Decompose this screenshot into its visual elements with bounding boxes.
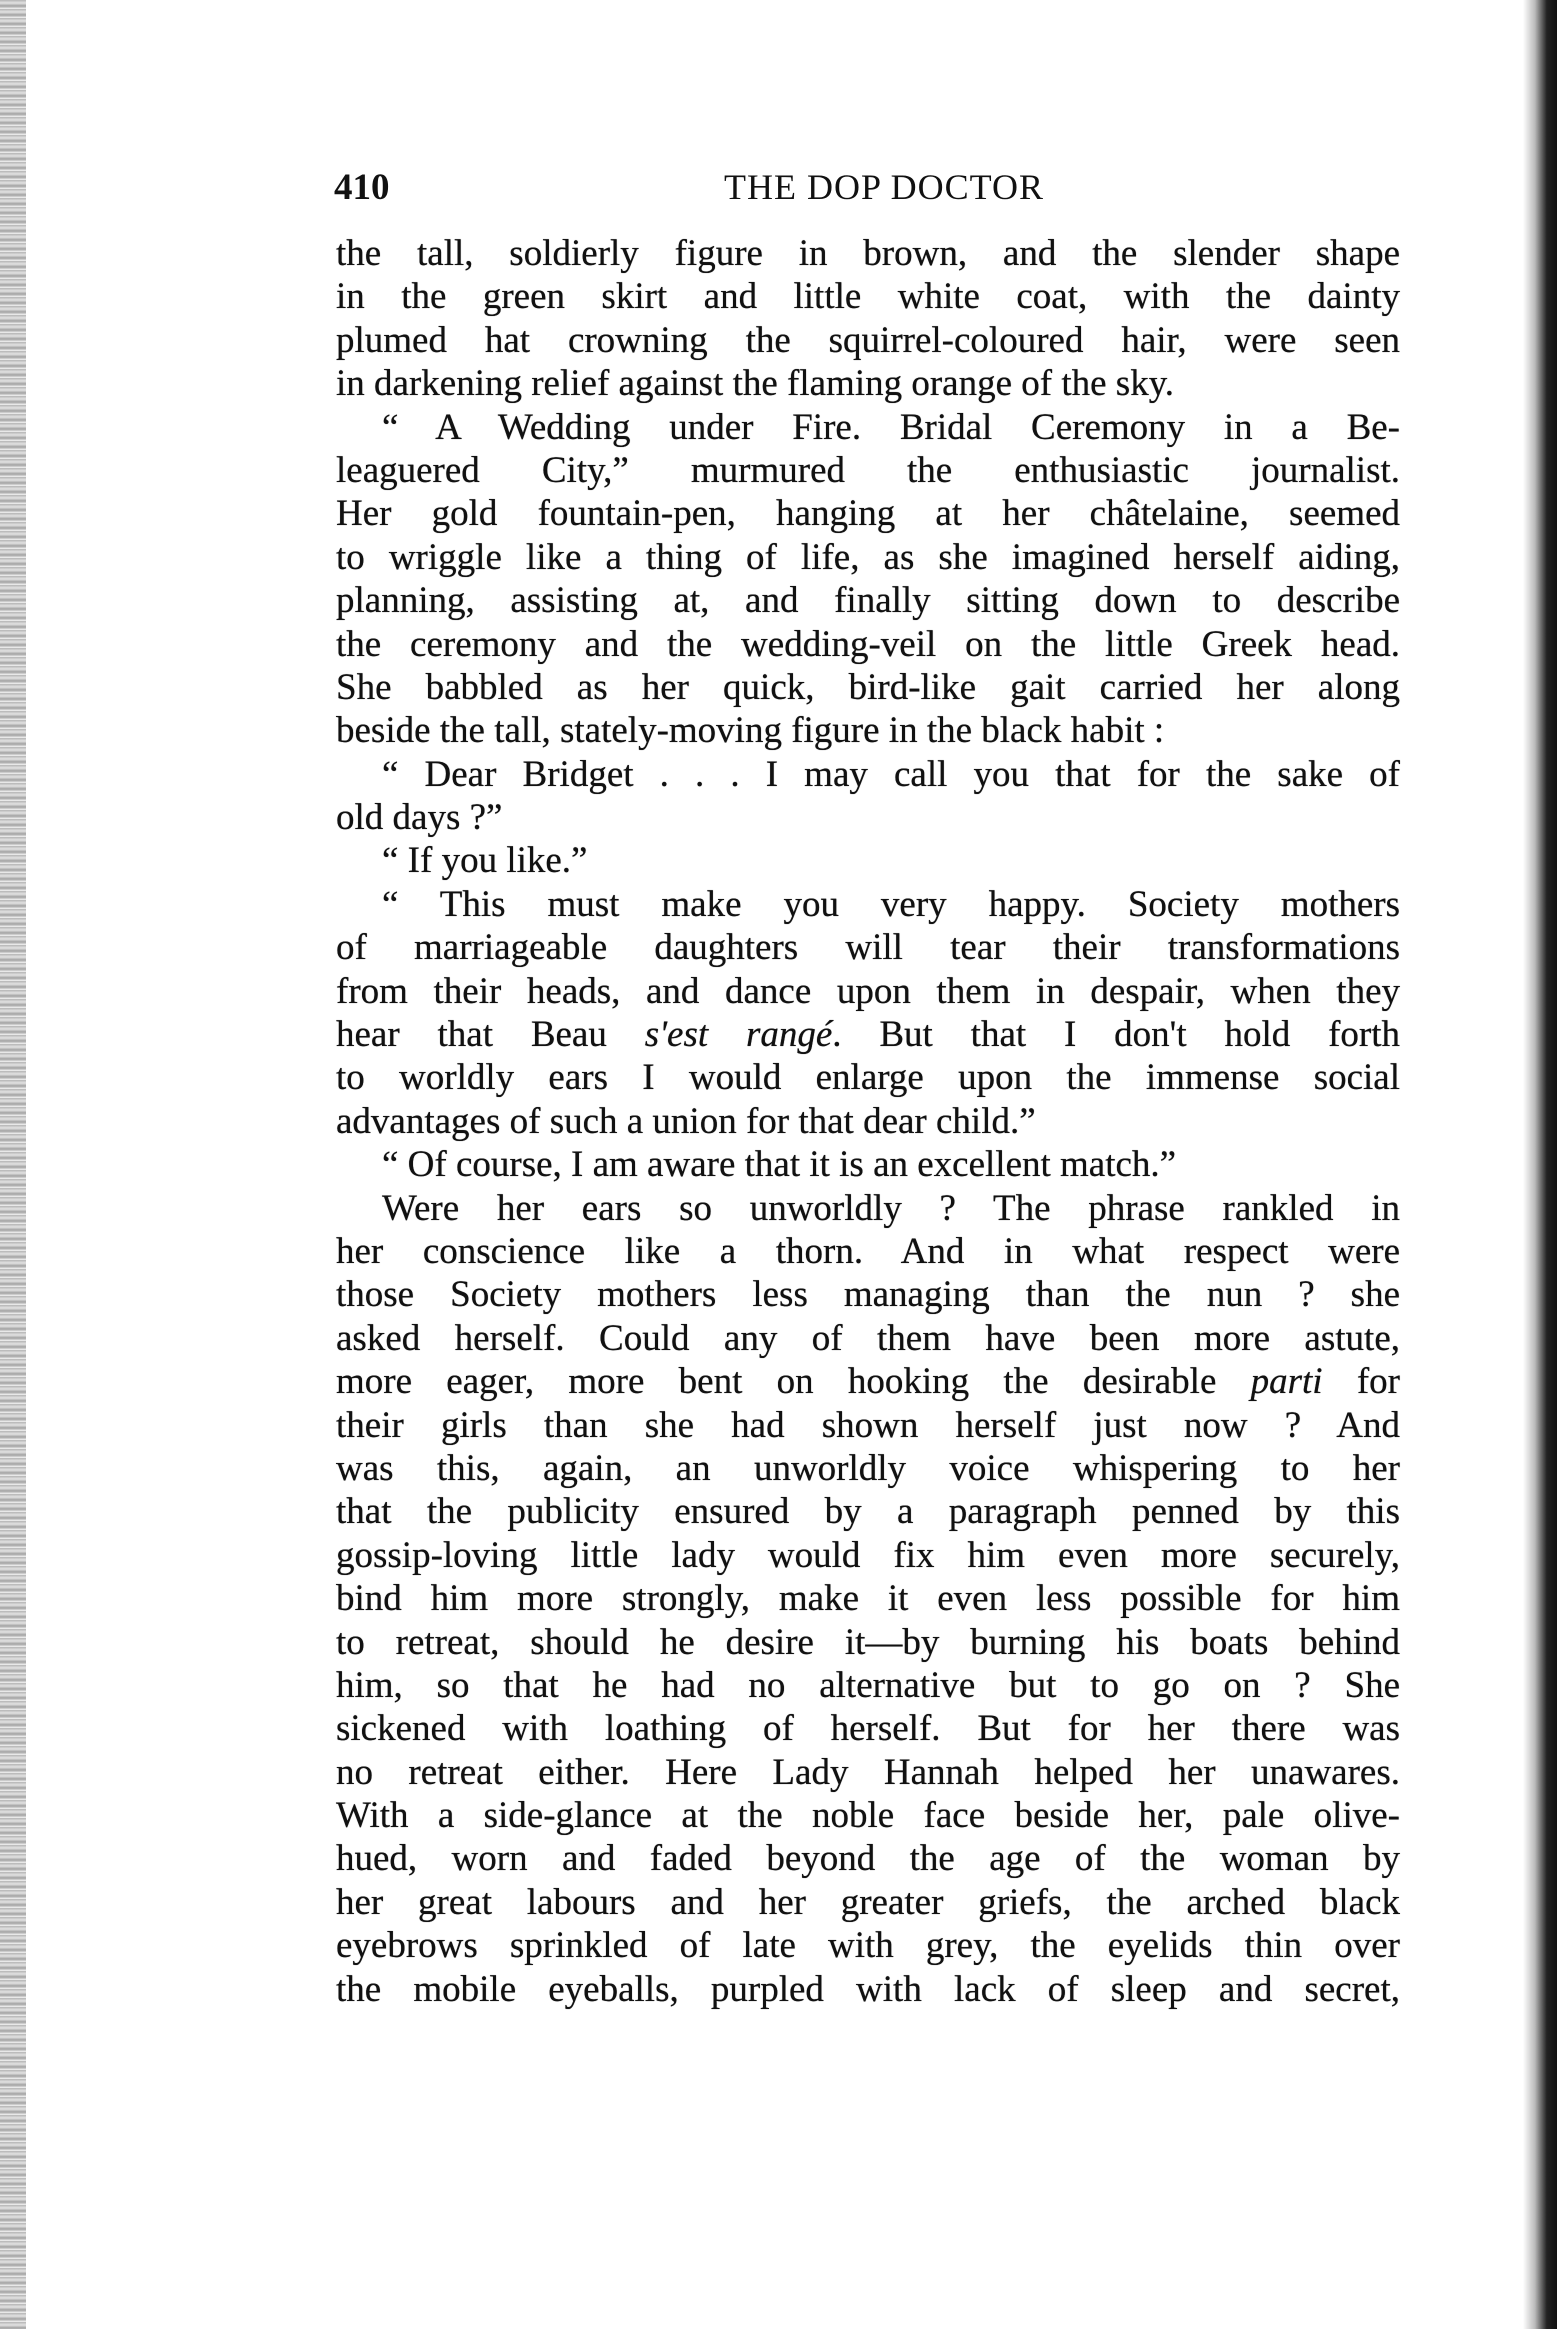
text-line xyxy=(336,1143,1400,1186)
text-segment: eyebrows sprinkled of late with grey, the eyelids thin over xyxy=(336,1925,1400,1967)
text-segment: Were her ears so unworldly ? The phrase rankled in xyxy=(382,1187,1400,1229)
text-line xyxy=(336,492,1400,535)
text-segment: She babbled as her quick, bird-like gait carried her along xyxy=(336,666,1400,708)
text-segment: “ Dear Bridget . . . I may call you that for the sake of xyxy=(382,753,1400,795)
page-number: 410 xyxy=(334,167,390,208)
text-line xyxy=(336,232,1400,275)
text-line xyxy=(336,1837,1400,1880)
text-segment: no retreat either. Here Lady Hannah helped her unawares. xyxy=(336,1751,1400,1793)
text-segment: her conscience like a thorn. And in what respect were xyxy=(336,1230,1400,1272)
text-line xyxy=(336,1881,1400,1924)
text-line xyxy=(336,362,1400,405)
text-segment: hued, worn and faded beyond the age of the woman by xyxy=(336,1838,1400,1880)
text-segment: With a side-glance at the noble face beside her, pale olive- xyxy=(336,1795,1400,1837)
text-line xyxy=(336,1100,1400,1143)
text-segment: plumed hat crowning the squirrel-coloured hair, were seen xyxy=(336,319,1400,361)
text-segment: their girls than she had shown herself just now ? And xyxy=(336,1404,1400,1446)
text-segment: in the green skirt and little white coat, with the dainty xyxy=(336,276,1400,318)
text-line xyxy=(336,970,1400,1013)
text-segment: old days ?” xyxy=(336,797,503,839)
italic-text: parti xyxy=(1250,1361,1323,1403)
text-segment: “ Of course, I am aware that it is an excellent match.” xyxy=(382,1144,1177,1186)
text-line xyxy=(336,1056,1400,1099)
scan-right-edge xyxy=(1523,0,1557,2329)
text-segment: of marriageable daughters will tear their transformations xyxy=(336,927,1400,969)
text-line xyxy=(336,449,1400,492)
text-line xyxy=(336,1664,1400,1707)
text-line xyxy=(336,926,1400,969)
text-segment: from their heads, and dance upon them in despair, when they xyxy=(336,970,1400,1012)
text-segment: “ If you like.” xyxy=(382,840,588,882)
text-line xyxy=(336,796,1400,839)
text-segment: more eager, more bent on hooking the desirable xyxy=(336,1361,1251,1403)
text-line xyxy=(336,319,1400,362)
text-line xyxy=(336,1447,1400,1490)
text-line xyxy=(336,1013,1400,1056)
text-segment: sickened with loathing of herself. But for her there was xyxy=(336,1708,1400,1750)
text-segment: gossip-loving little lady would fix him even more securely, xyxy=(336,1534,1400,1576)
text-line xyxy=(336,406,1400,449)
text-segment: that the publicity ensured by a paragraph penned by this xyxy=(336,1491,1400,1533)
text-line xyxy=(336,1360,1400,1403)
text-segment: was this, again, an unworldly voice whispering to her xyxy=(336,1447,1400,1489)
text-segment: advantages of such a union for that dear child.” xyxy=(336,1100,1036,1142)
text-line xyxy=(336,1490,1400,1533)
text-segment: “ This must make you very happy. Society mothers xyxy=(382,883,1400,925)
text-segment: “ A Wedding under Fire. Bridal Ceremony in a Be- xyxy=(382,406,1400,448)
text-segment: beside the tall, stately-moving figure in the black habit : xyxy=(336,710,1165,752)
text-line xyxy=(336,536,1400,579)
text-line xyxy=(336,1317,1400,1360)
running-title: THE DOP DOCTOR xyxy=(723,167,1045,207)
text-segment: to worldly ears I would enlarge upon the immense social xyxy=(336,1057,1400,1099)
text-line xyxy=(336,753,1400,796)
text-segment: leaguered City,” murmured the enthusiastic journalist. xyxy=(336,449,1400,491)
text-segment: planning, assisting at, and finally sitting down to describe xyxy=(336,580,1400,622)
page-header xyxy=(334,166,1404,216)
text-segment: hear that Beau xyxy=(336,1014,645,1056)
scan-left-edge xyxy=(0,0,26,2329)
text-segment: for xyxy=(1322,1361,1400,1403)
text-line xyxy=(336,1577,1400,1620)
text-line xyxy=(336,623,1400,666)
body-text xyxy=(336,232,1400,2011)
text-line xyxy=(336,1924,1400,1967)
text-segment: in darkening relief against the flaming orange of the sky. xyxy=(336,363,1175,405)
text-segment: . But that I don't hold forth xyxy=(832,1014,1400,1056)
text-line xyxy=(336,1404,1400,1447)
text-segment: to wriggle like a thing of life, as she imagined herself aiding, xyxy=(336,536,1400,578)
text-segment: bind him more strongly, make it even less possible for him xyxy=(336,1578,1400,1620)
text-line xyxy=(336,1187,1400,1230)
text-segment: Her gold fountain-pen, hanging at her châtelaine, seemed xyxy=(336,493,1400,535)
text-line xyxy=(336,1794,1400,1837)
text-segment: to retreat, should he desire it—by burning his boats behind xyxy=(336,1621,1400,1663)
text-line xyxy=(336,1273,1400,1316)
text-line xyxy=(336,275,1400,318)
text-segment: the tall, soldierly figure in brown, and the slender shape xyxy=(336,233,1400,274)
text-segment: the mobile eyeballs, purpled with lack of sleep and secret, xyxy=(336,1968,1400,2010)
text-segment: her great labours and her greater griefs, the arched black xyxy=(336,1881,1400,1923)
text-line xyxy=(336,1968,1400,2011)
text-line xyxy=(336,1707,1400,1750)
text-segment: the ceremony and the wedding-veil on the little Greek head. xyxy=(336,623,1400,665)
text-line xyxy=(336,709,1400,752)
text-line xyxy=(336,1230,1400,1273)
text-line xyxy=(336,579,1400,622)
italic-text: s'est rangé xyxy=(644,1014,833,1056)
text-line xyxy=(336,1751,1400,1794)
text-line xyxy=(336,883,1400,926)
text-line xyxy=(336,1621,1400,1664)
text-segment: asked herself. Could any of them have been more astute, xyxy=(336,1317,1400,1359)
text-segment: him, so that he had no alternative but to go on ? She xyxy=(336,1664,1400,1706)
text-line xyxy=(336,1534,1400,1577)
text-segment: those Society mothers less managing than the nun ? she xyxy=(336,1274,1400,1316)
text-line xyxy=(336,666,1400,709)
text-line xyxy=(336,839,1400,882)
